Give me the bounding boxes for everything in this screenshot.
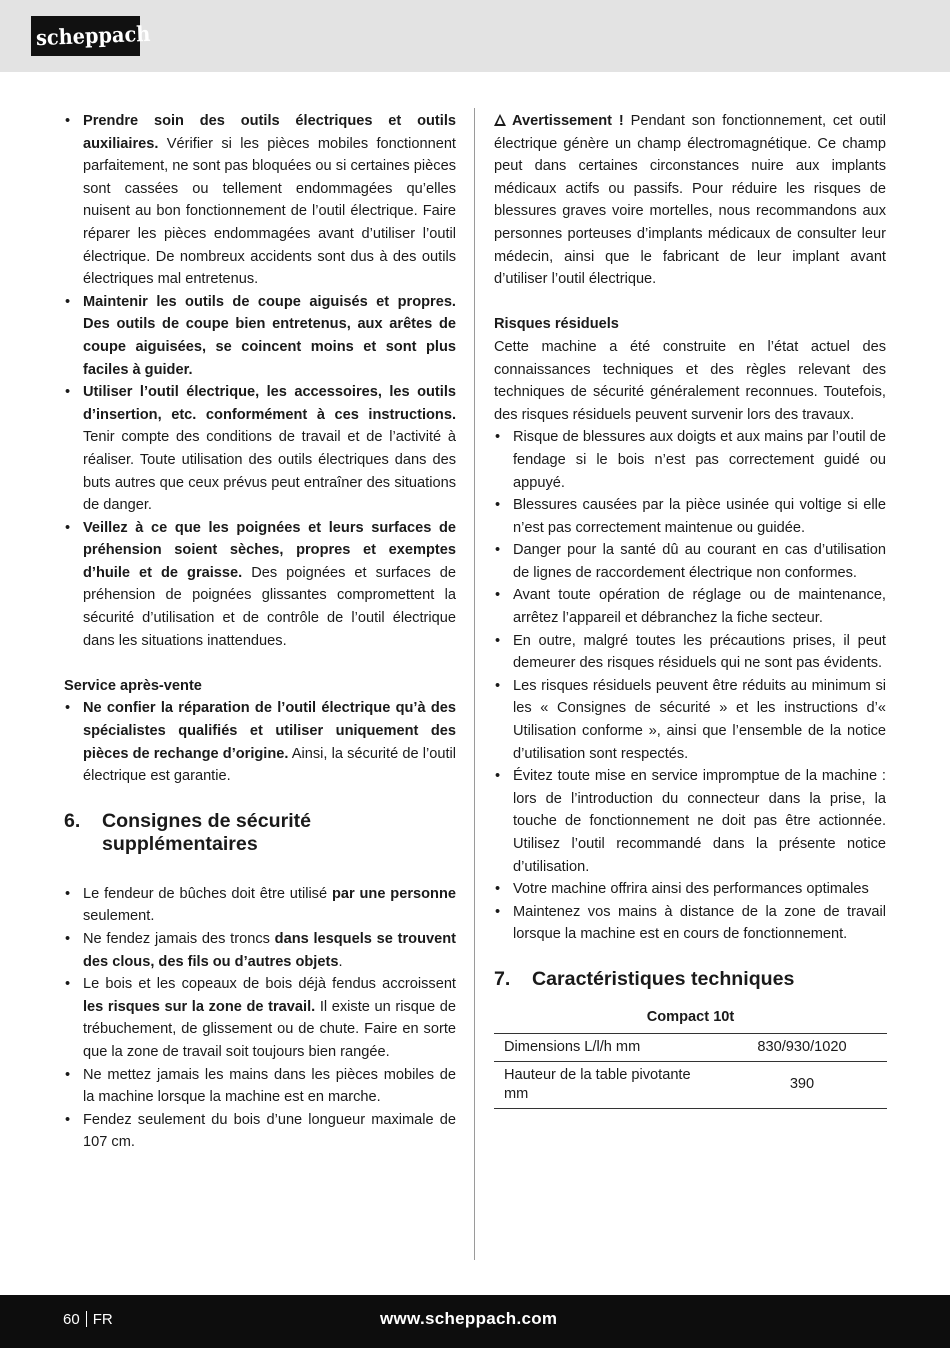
table-row bbox=[494, 1061, 887, 1108]
residual-intro: Cette machine a été construite en l’état actuel des connaissances techniques et des règles relevant des techniques de sécurité généralement reconnues. Toutefois, des risques résiduels peuvent survenir lors des travaux. bbox=[494, 338, 886, 423]
service-heading: Service après-vente bbox=[64, 677, 202, 694]
list-item: • Prendre soin des outils électriques et outils auxiliaires. Vérifier si les pièces mobiles fonctionnent parfaitement, ne sont pas bloquées ou si certaines pièces sont cassées ou tellement endommagées qu’elles nuisent au bon fonctionnement de l’outil électrique. Faire réparer les pièces endommagées avant d’utiliser l’outil électrique. De nombreux accidents sont dus à des outils électriques mal entretenus. bbox=[64, 110, 456, 291]
specs-model-header: Compact 10t bbox=[494, 1001, 887, 1034]
separator bbox=[86, 1311, 87, 1327]
list-item: • Risque de blessures aux doigts et aux mains par l’outil de fendage si le bois n’est pas correctement guidé ou appuyé. bbox=[494, 426, 886, 494]
list-item: • Maintenez vos mains à distance de la zone de travail lorsque la machine est en cours de fonctionnement. bbox=[494, 901, 886, 946]
list-item: • Fendez seulement du bois d’une longueur maximale de 107 cm. bbox=[64, 1109, 456, 1154]
warning-icon bbox=[494, 114, 506, 126]
spec-value: 390 bbox=[717, 1061, 887, 1108]
column-divider bbox=[474, 108, 475, 1260]
list-item: • Les risques résiduels peuvent être réduits au minimum si les « Consignes de sécurité » et les instructions d’« Utilisation conforme », ainsi que l’ensemble de la notice d’utilisation sont respectés. bbox=[494, 675, 886, 765]
list-item: • Veillez à ce que les poignées et leurs surfaces de préhension soient sèches, propres et exemptes d’huile et de graisse. Des poignées et surfaces de préhension de poignées glissantes compromettent la sécurité d’utilisation et de contrôle de l’outil électrique dans les situations inattendues. bbox=[64, 517, 456, 653]
safety-list bbox=[64, 110, 456, 652]
list-item: • Danger pour la santé dû au courant en cas d’utilisation de lignes de raccordement électrique non conformes. bbox=[494, 539, 886, 584]
page-number: 60 FR bbox=[63, 1311, 113, 1328]
section-6-list bbox=[64, 883, 456, 1154]
left-column bbox=[64, 110, 456, 1154]
website-url: www.scheppach.com bbox=[380, 1309, 558, 1328]
residual-heading: Risques résiduels bbox=[494, 316, 619, 333]
spec-label: Dimensions L/l/h mm bbox=[494, 1033, 717, 1061]
list-item: • Ne confier la réparation de l’outil électrique qu’à des spécialistes qualifiés et utiliser uniquement des pièces de rechange d’origine. Ainsi, la sécurité de l’outil électrique est garantie. bbox=[64, 697, 456, 787]
list-item: • Le bois et les copeaux de bois déjà fendus accroissent les risques sur la zone de travail. Il existe un risque de trébuchement, de glissement ou de chute. Faire en sorte que la zone de travail soit toujours bien rangée. bbox=[64, 973, 456, 1063]
list-item: • Maintenir les outils de coupe aiguisés et propres. Des outils de coupe bien entretenus, aux arêtes de coupe aiguisées, se coincent moins et sont plus faciles à guider. bbox=[64, 291, 456, 381]
section-6-heading: 6. Consignes de sécurité supplémentaires bbox=[64, 809, 312, 855]
specs-table bbox=[494, 1001, 887, 1109]
list-item: • Utiliser l’outil électrique, les accessoires, les outils d’insertion, etc. conformément à ces instructions. Tenir compte des conditions de travail et de l’activité à réaliser. Toute utilisation des outils électriques dans des buts autres que ceux prévus peut entraîner des situations de danger. bbox=[64, 381, 456, 517]
footer-bar bbox=[0, 1295, 950, 1348]
list-item: • Blessures causées par la pièce usinée qui voltige si elle n’est pas correctement maintenue ou guidée. bbox=[494, 494, 886, 539]
list-item: • Avant toute opération de réglage ou de maintenance, arrêtez l’appareil et débranchez la fiche secteur. bbox=[494, 584, 886, 629]
right-column bbox=[494, 110, 886, 1109]
list-item: • Votre machine offrira ainsi des performances optimales bbox=[494, 878, 886, 901]
service-list bbox=[64, 697, 456, 787]
section-7-heading: 7. Caractéristiques techniques bbox=[494, 967, 795, 990]
list-item: • Ne fendez jamais des troncs dans lesquels se trouvent des clous, des fils ou d’autres objets. bbox=[64, 928, 456, 973]
warning-paragraph: Avertissement ! Pendant son fonctionnement, cet outil électrique génère un champ électromagnétique. Ce champ peut dans certaines circonstances nuire aux implants médicaux actifs ou passifs. Pour réduire les risques de blessures graves voire mortelles, nous recommandons aux personnes porteuses d’implants médicaux de consulter leur médecin, ainsi que le fabricant de leur implant avant d’utiliser l’outil électrique. bbox=[494, 113, 886, 288]
spec-label: Hauteur de la table pivotante mm bbox=[494, 1061, 717, 1108]
list-item: • Évitez toute mise en service impromptue de la machine : lors de l’introduction du connecteur dans la prise, la touche de fonctionnement ne doit pas être actionnée. Utilisez l’outil recommandé dans la présente notice d’utilisation. bbox=[494, 765, 886, 878]
table-row bbox=[494, 1033, 887, 1061]
list-item: • En outre, malgré toutes les précautions prises, il peut demeurer des risques résiduels qui ne sont pas évidents. bbox=[494, 630, 886, 675]
spec-value: 830/930/1020 bbox=[717, 1033, 887, 1061]
header-bar bbox=[0, 0, 950, 72]
list-item: • Ne mettez jamais les mains dans les pièces mobiles de la machine lorsque la machine est en marche. bbox=[64, 1064, 456, 1109]
scheppach-logo: scheppach bbox=[31, 16, 140, 56]
risk-list bbox=[494, 426, 886, 946]
list-item: • Le fendeur de bûches doit être utilisé par une personne seulement. bbox=[64, 883, 456, 928]
